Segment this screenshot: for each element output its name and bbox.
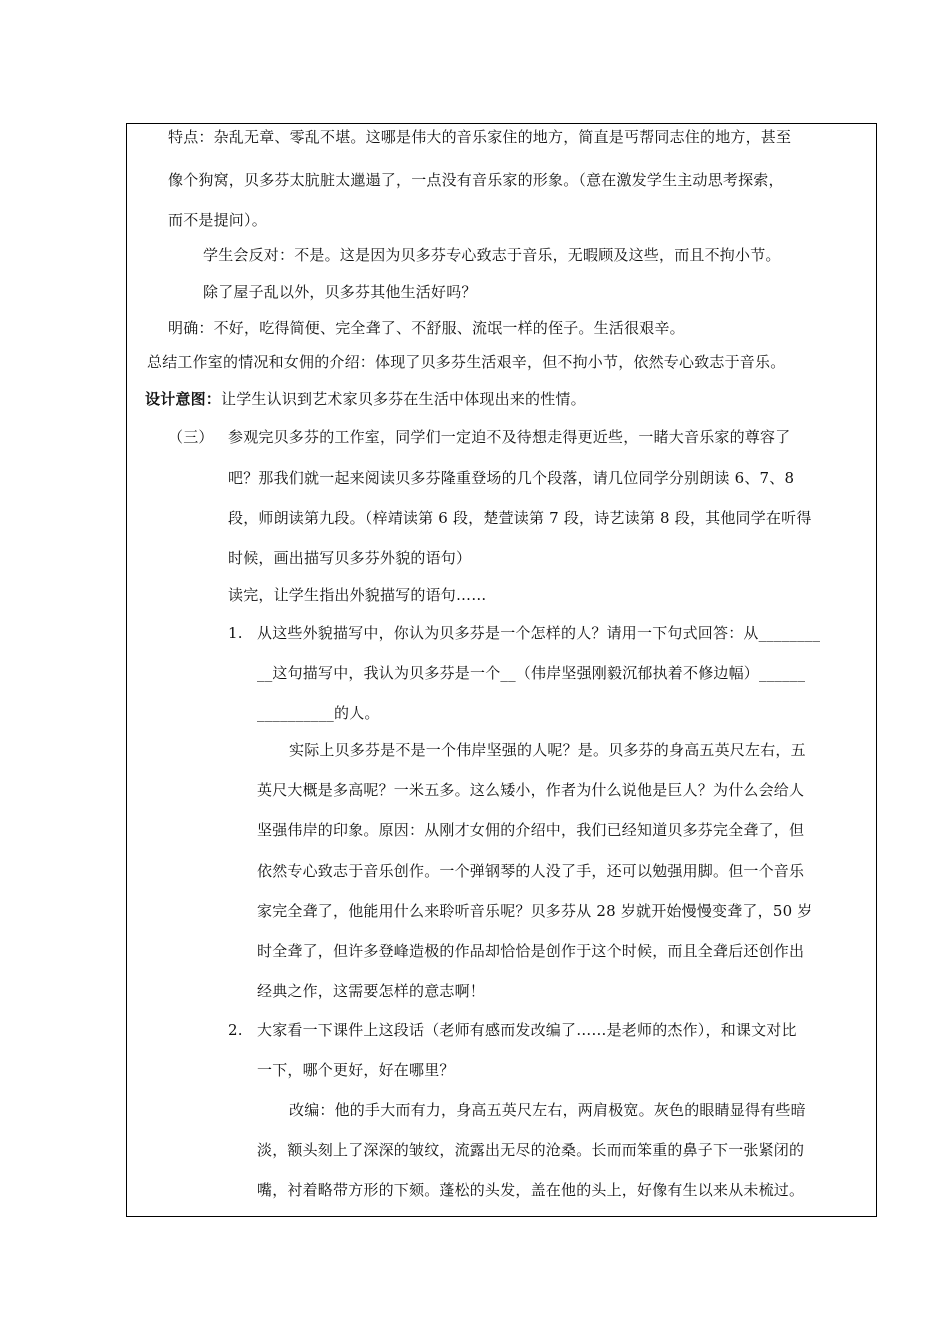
section-marker: （三）	[168, 428, 214, 446]
paragraph-line: 淡，额头刻上了深深的皱纹，流露出无尽的沧桑。长而而笨重的鼻子下一张紧闭的	[257, 1141, 805, 1159]
paragraph-line: 英尺大概是多高呢？一米五多。这么矮小，作者为什么说他是巨人？为什么会给人	[257, 781, 805, 799]
list-item-line: 一下，哪个更好，好在哪里？	[257, 1061, 455, 1079]
paragraph-line: 总结工作室的情况和女佣的介绍：体现了贝多芬生活艰辛，但不拘小节，依然专心致志于音乐。	[147, 353, 786, 371]
list-number: 1.	[228, 624, 243, 642]
paragraph-line: 家完全聋了，他能用什么来聆听音乐呢？贝多芬从 28 岁就开始慢慢变聋了，50 岁	[257, 902, 813, 920]
paragraph-line: 读完，让学生指出外貌描写的语句……	[228, 586, 487, 604]
paragraph-line: 依然专心致志于音乐创作。一个弹钢琴的人没了手，还可以勉强用脚。但一个音乐	[257, 862, 805, 880]
list-item-line: 大家看一下课件上这段话（老师有感而发改编了……是老师的杰作），和课文对比	[257, 1021, 797, 1039]
design-intent-label: 设计意图：	[145, 390, 222, 408]
paragraph-line: 段，师朗读第九段。（梓靖读第 6 段，楚萱读第 7 段，诗艺读第 8 段，其他同学在听得	[228, 509, 812, 527]
paragraph-line: 学生会反对：不是。这是因为贝多芬专心致志于音乐，无暇顾及这些，而且不拘小节。	[203, 246, 781, 264]
paragraph-line: 时全聋了，但许多登峰造极的作品却恰恰是创作于这个时候，而且全聋后还创作出	[257, 942, 805, 960]
list-item-line: __这句描写中，我认为贝多芬是一个__（伟岸坚强刚毅沉郁执着不修边幅）______	[257, 664, 806, 682]
paragraph-line: 经典之作，这需要怎样的意志啊！	[257, 982, 486, 1000]
paragraph-line: 像个狗窝，贝多芬太肮脏太邋遢了，一点没有音乐家的形象。（意在激发学生主动思考探索，	[168, 171, 784, 189]
design-intent	[145, 389, 586, 409]
list-item-line: 从这些外貌描写中，你认为贝多芬是一个怎样的人？请用一下句式回答：从________	[257, 624, 821, 642]
paragraph-line: 嘴，衬着略带方形的下颏。蓬松的头发，盖在他的头上，好像有生以来从未梳过。	[257, 1181, 805, 1199]
paragraph-line: 改编：他的手大而有力，身高五英尺左右，两肩极宽。灰色的眼睛显得有些暗	[289, 1101, 806, 1119]
paragraph-line: 实际上贝多芬是不是一个伟岸坚强的人呢？是。贝多芬的身高五英尺左右，五	[289, 741, 806, 759]
list-number: 2.	[228, 1021, 243, 1039]
paragraph-line: 而不是提问）。	[168, 211, 267, 229]
design-intent-text: 让学生认识到艺术家贝多芬在生活中体现出来的性情。	[221, 390, 586, 408]
paragraph-line: 时候，画出描写贝多芬外貌的语句）	[228, 549, 472, 567]
paragraph-line: 除了屋子乱以外，贝多芬其他生活好吗？	[203, 283, 477, 301]
paragraph-line: 参观完贝多芬的工作室，同学们一定迫不及待想走得更近些，一睹大音乐家的尊容了	[228, 428, 791, 446]
paragraph-line: 特点：杂乱无章、零乱不堪。这哪是伟大的音乐家住的地方，简直是丐帮同志住的地方，甚至	[168, 128, 792, 146]
paragraph-line: 吧？那我们就一起来阅读贝多芬隆重登场的几个段落，请几位同学分别朗读 6、7、8	[228, 469, 795, 487]
paragraph-line: 坚强伟岸的印象。原因：从刚才女佣的介绍中，我们已经知道贝多芬完全聋了，但	[257, 821, 805, 839]
list-item-line: __________的人。	[257, 704, 380, 722]
paragraph-line: 明确：不好，吃得简便、完全聋了、不舒服、流氓一样的侄子。生活很艰辛。	[168, 319, 685, 337]
